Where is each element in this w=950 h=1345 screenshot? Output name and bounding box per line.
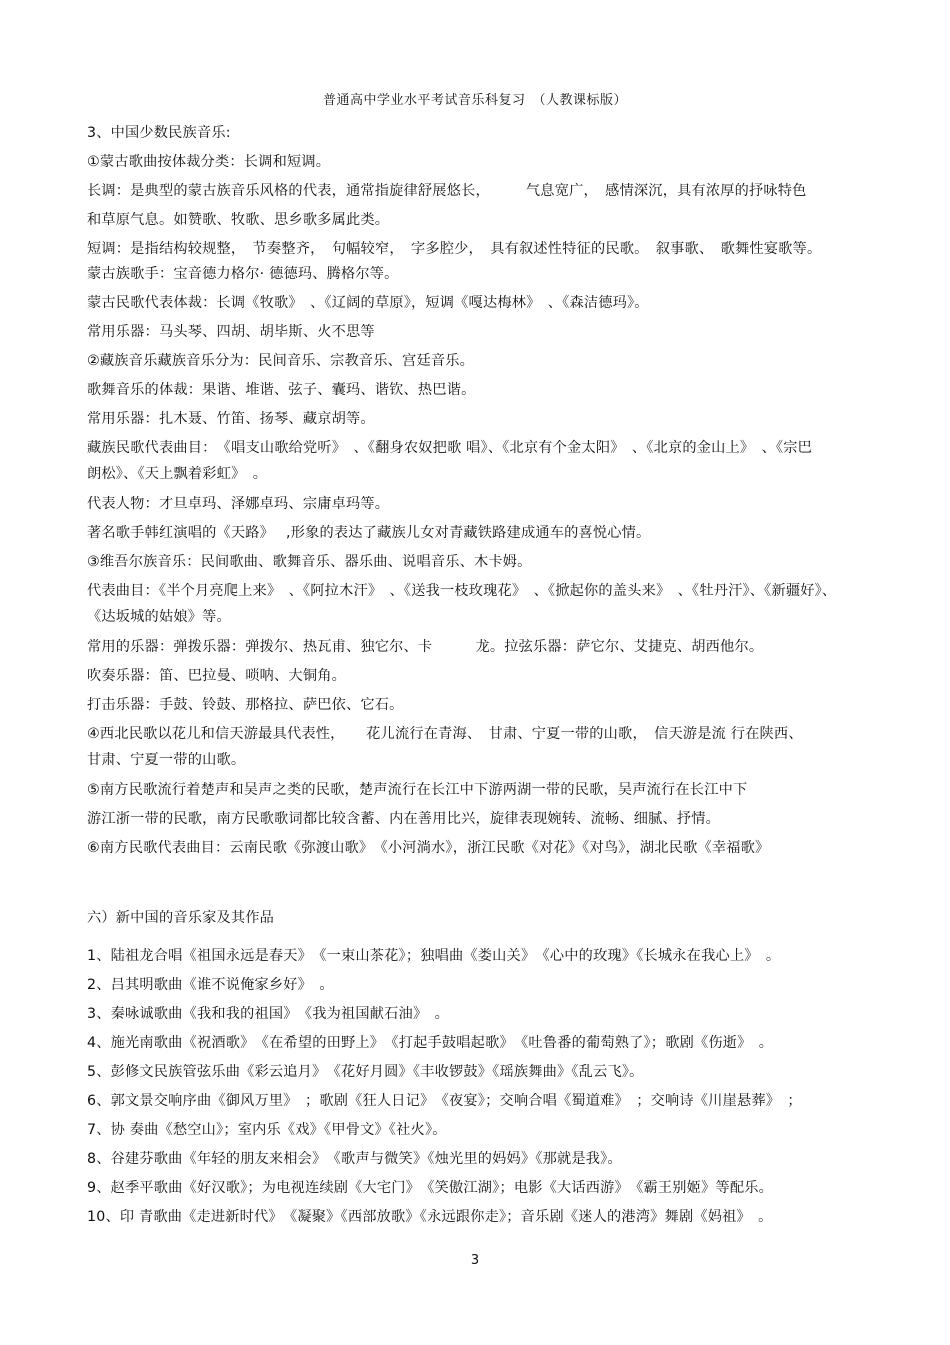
text-line: ⑥南方民歌代表曲目：云南民歌《弥渡山歌》 《小河淌水》，浙江民歌《对花》《对鸟》，湖北民歌《幸福歌》 <box>87 840 770 856</box>
text-line: 常用的乐器：弹拨乐器：弹拨尔、热瓦甫、独它尔、卡 龙。拉弦乐器：萨它尔、艾捷克、胡西他尔。 <box>87 639 764 655</box>
text-line: 和草原气息。如赞歌、牧歌、思乡歌多属此类。 <box>87 212 390 228</box>
section-heading-composers: 六）新中国的音乐家及其作品 <box>87 910 275 926</box>
text-line: 短调：是指结构较规整， 节奏整齐， 句幅较窄， 字多腔少， 具有叙述性特征的民歌。 叙事歌、 歌舞性宴歌等。 <box>87 241 822 257</box>
text-line: ①蒙古歌曲按体裁分类：长调和短调。 <box>87 154 331 170</box>
list-item: 4、施光南歌曲《祝酒歌》 《在希望的田野上》 《打起手鼓唱起歌》 《吐鲁番的葡萄熟了》；歌剧《伤逝》 。 <box>87 1035 774 1051</box>
list-item: 8、谷建芬歌曲《年轻的朋友来相会》 《歌声与微笑》《烛光里的妈妈》《那就是我》。 <box>87 1151 622 1167</box>
text-line: 著名歌手韩红演唱的《天路》 ,形象的表达了藏族儿女对青藏铁路建成通车的喜悦心情。 <box>87 525 651 541</box>
text-line: 藏族民歌代表曲目： 《唱支山歌给党听》 、《翻身农奴把歌 唱》、《北京有个金太阳》 、《北京的金山上》 、《宗巴 <box>87 440 813 456</box>
text-line: 歌舞音乐的体裁：果谐、堆谐、弦子、囊玛、谐钦、热巴谐。 <box>87 382 476 398</box>
text-line: ②藏族音乐藏族音乐分为：民间音乐、宗教音乐、宫廷音乐。 <box>87 353 474 369</box>
text-line: 代表人物：才旦卓玛、泽娜卓玛、宗庸卓玛等。 <box>87 496 390 512</box>
text-line: ③维吾尔族音乐：民间歌曲、歌舞音乐、器乐曲、说唱音乐、木卡姆。 <box>87 554 532 570</box>
list-item: 2、吕其明歌曲《谁不说俺家乡好》 。 <box>87 977 334 993</box>
text-line: 蒙古族歌手：宝音德力格尔· 德德玛、腾格尔等。 <box>87 266 399 282</box>
list-item: 5、彭修文民族管弦乐曲《彩云追月》 《花好月圆》《丰收锣鼓》《瑶族舞曲》《乱云飞》。 <box>87 1064 644 1080</box>
list-item: 9、赵季平歌曲《好汉歌》；为电视连续剧《大宅门》 《笑傲江湖》；电影《大话西游》 《霸王别姬》等配乐。 <box>87 1180 774 1196</box>
text-line: 打击乐器：手鼓、铃鼓、那格拉、萨巴依、它石。 <box>87 697 404 713</box>
list-item: 1、陆祖龙合唱《祖国永远是春天》 《一束山茶花》；独唱曲《娄山关》 《心中的玫瑰》《长城永在我心上》 。 <box>87 948 781 964</box>
list-item: 7、协 奏曲《愁空山》；室内乐《戏》《甲骨文》《社火》。 <box>87 1122 447 1138</box>
text-line: ⑤南方民歌流行着楚声和吴声之类的民歌，楚声流行在长江中下游两湖一带的民歌，吴声流行在长江中下 <box>87 782 748 798</box>
text-line: 代表曲目：《半个月亮爬上来》 、《阿拉木汗》 、《送我一枝玫瑰花》 、《掀起你的盖头来》 、《牡丹汗》、《新疆好》、 <box>87 583 837 599</box>
page-header: 普通高中学业水平考试音乐科复习 （人教课标版） <box>322 93 627 108</box>
section-heading-minority-music: 3、中国少数民族音乐: <box>87 125 231 141</box>
text-line: 游江浙一带的民歌，南方民歌歌词都比较含蓄、内在善用比兴，旋律表现婉转、流畅、细腻、抒情。 <box>87 811 721 827</box>
text-line: 朗松》、《天上飘着彩虹》 。 <box>87 466 268 482</box>
list-item: 10、印 青歌曲《走进新时代》 《凝聚》《西部放歌》《永远跟你走》；音乐剧《迷人的港湾》舞剧《妈祖》 。 <box>87 1209 773 1225</box>
list-item: 3、秦咏诚歌曲《我和我的祖国》 《我为祖国献石油》 。 <box>87 1006 450 1022</box>
text-line: 吹奏乐器：笛、巴拉曼、唢呐、大铜角。 <box>87 668 346 684</box>
text-line: 《达坂城的姑娘》等。 <box>87 609 231 625</box>
text-line: 常用乐器：马头琴、四胡、胡毕斯、火不思等 <box>87 324 375 340</box>
text-line: 蒙古民歌代表体裁：长调《牧歌》 、《辽阔的草原》，短调《嘎达梅林》 、《森洁德玛》。 <box>87 295 649 311</box>
text-line: 长调：是典型的蒙古族音乐风格的代表，通常指旋律舒展悠长， 气息宽广， 感情深沉，具有浓厚的抒咏特色 <box>87 183 807 199</box>
list-item: 6、郭文景交响序曲《御风万里》 ；歌剧《狂人日记》 《夜宴》；交响合唱《蜀道难》 ；交响诗《川崖悬葬》 ； <box>87 1093 802 1109</box>
text-line: ④西北民歌以花儿和信天游最具代表性， 花儿流行在青海、 甘肃、宁夏一带的山歌， 信天游是流 行在陕西、 <box>87 726 803 742</box>
text-line: 甘肃、宁夏一带的山歌。 <box>87 752 246 768</box>
text-line: 常用乐器：扎木聂、竹笛、扬琴、藏京胡等。 <box>87 411 375 427</box>
page-number: 3 <box>470 1253 480 1268</box>
